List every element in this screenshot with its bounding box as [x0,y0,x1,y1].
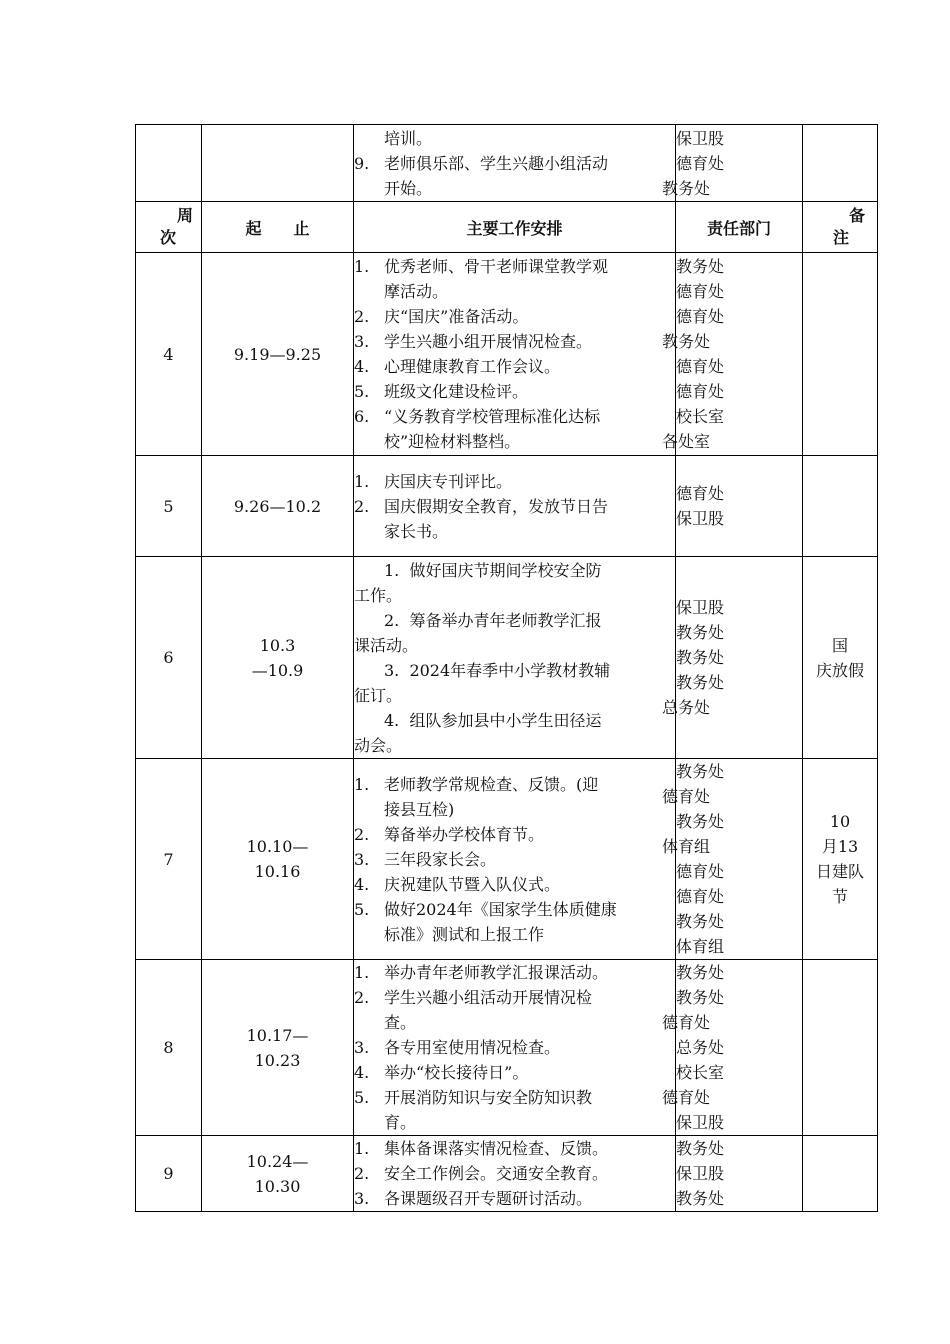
date-cell [202,1136,354,1212]
task-text: 接县互检) [384,799,455,819]
task-text: 举办青年老师教学汇报课活动。 [384,963,609,982]
task-line [354,304,675,329]
date-line: 10.17— [246,1025,309,1045]
dept-name: 总务处 [676,1038,725,1057]
schedule-row [136,1136,878,1212]
dept-name: 保卫股 [676,509,725,528]
dept-cell [662,759,803,960]
date-cell [202,125,354,202]
task-line [354,469,675,494]
dept-cell [676,456,803,557]
date-line: 10.10— [246,837,309,856]
date-line: 9.26—10.2 [233,496,322,516]
task-text: 安全工作例会。交通安全教育。 [384,1164,609,1183]
task-number: 2. [354,307,370,326]
task-line [354,1085,675,1110]
task-number: 3. [354,849,370,869]
task-text: 做好2024年《国家学生体质健康 [384,899,617,919]
header-note [803,202,878,253]
task-line [354,1186,675,1211]
task-number: 6. [354,407,370,426]
task-number: 2. [354,824,370,844]
dept-name: 德育处 [676,887,725,906]
note-line: 日建队 [815,862,864,881]
schedule-row [136,960,878,1136]
task-line [354,494,675,519]
note-cell [803,759,878,960]
dept-cell [662,125,803,202]
task-number: 3. [354,1038,370,1057]
task-number: 1. [354,257,370,276]
dept-name: 校长室 [676,407,725,426]
task-number: 1. [354,1139,370,1158]
task-number-spacer [354,1010,384,1035]
note-cell [803,253,878,456]
continuation-row [136,125,878,202]
task-number-spacer [354,279,384,304]
task-line [354,658,675,683]
task-line [354,733,675,758]
header-note-bottom: 注 [833,228,850,247]
task-text: 庆“国庆”准备活动。 [384,307,529,326]
task-line [354,897,675,922]
task-number: 4. [354,874,370,894]
task-text: 课活动。 [354,635,419,655]
task-line [354,960,675,985]
dept-name: 教务处 [676,988,725,1007]
task-line [354,354,675,379]
task-line [354,1136,675,1161]
task-number: 3. [384,660,400,680]
tasks-cell [354,125,676,202]
note-cell [803,125,878,202]
header-note-top: 备 [848,206,865,225]
dept-name: 德育处 [662,1088,711,1107]
dept-cell [662,253,803,456]
dept-name: 教务处 [676,912,725,931]
week-cell: 5 [136,456,202,557]
task-text: 筹备举办青年老师教学汇报 [409,610,602,630]
dept-name: 体育组 [662,837,711,856]
task-text: 筹备举办学校体育节。 [384,824,545,844]
task-text: 动会。 [354,735,403,755]
task-text: 开展消防知识与安全防知识教 [384,1088,593,1107]
note-cell [803,456,878,557]
task-text: 工作。 [354,585,403,605]
task-line [354,279,675,304]
dept-name: 德育处 [676,307,725,326]
dept-cell [676,1136,803,1212]
date-line: 10.24— [246,1151,309,1171]
date-cell [202,456,354,557]
task-line [354,1161,675,1186]
schedule-row [136,759,878,960]
task-text: 家长书。 [384,521,449,541]
task-text: 班级文化建设检评。 [384,382,529,401]
task-line [354,429,675,454]
dept-name: 教务处 [676,257,725,276]
week-cell: 9 [136,1136,202,1212]
dept-name: 教务处 [676,1139,725,1158]
task-text: 老师教学常规检查、反馈。(迎 [384,774,599,794]
week-cell: 6 [136,557,202,759]
task-number: 4. [384,710,400,730]
task-text: 学生兴趣小组开展情况检查。 [384,332,593,351]
task-line [354,1060,675,1085]
task-number: 5. [354,899,370,919]
note-line: 庆放假 [815,660,864,680]
task-line [354,379,675,404]
task-number: 1. [384,560,400,580]
task-text: 各课题级召开专题研讨活动。 [384,1189,593,1208]
task-line [354,872,675,897]
note-line: 10 [829,812,851,831]
task-text: 各专用室使用情况检查。 [384,1038,561,1057]
task-line [354,633,675,658]
dept-name: 教务处 [676,673,725,692]
task-number: 2. [354,496,370,516]
task-line [354,176,675,201]
dept-name: 总务处 [662,698,711,717]
date-cell [202,253,354,456]
task-line [354,683,675,708]
task-line [354,922,675,947]
task-text: 征订。 [354,685,403,705]
task-text: 校”迎检材料整档。 [384,432,521,451]
task-number: 4. [354,357,370,376]
task-text: 标准》测试和上报工作 [384,924,545,944]
task-number: 2. [384,610,400,630]
dept-name: 德育处 [662,1013,711,1032]
task-text: 三年段家长会。 [384,849,497,869]
task-text: 学生兴趣小组活动开展情况检 [384,988,593,1007]
task-text: 育。 [384,1113,417,1132]
dept-name: 德育处 [662,787,711,806]
tasks-cell [354,557,676,759]
tasks-cell [354,253,676,456]
week-cell [136,125,202,202]
task-text: 2024年春季中小学教材教辅 [409,660,611,680]
dept-name: 教务处 [676,963,725,982]
dept-name: 教务处 [676,623,725,642]
header-tasks: 主要工作安排 [354,202,676,253]
task-number: 2. [354,1164,370,1183]
task-text: 组队参加县中小学生田径运 [409,710,602,730]
task-line [354,772,675,797]
task-text: 开始。 [384,178,433,198]
task-number: 3. [354,332,370,351]
week-cell: 7 [136,759,202,960]
task-number-spacer [354,1110,384,1135]
dept-name: 德育处 [676,484,725,503]
dept-name: 教务处 [676,1189,725,1208]
header-week-bottom: 次 [160,228,177,247]
task-line [354,254,675,279]
note-line: 国 [831,635,848,655]
task-number: 5. [354,382,370,401]
dept-name: 德育处 [676,282,725,301]
tasks-cell [354,1136,676,1212]
date-line: 9.19—9.25 [233,344,322,364]
dept-name: 体育组 [676,937,725,956]
header-dept: 责任部门 [676,202,803,253]
task-number-spacer [354,519,384,544]
dept-cell [662,960,803,1136]
dept-name: 教务处 [676,648,725,667]
task-text: 国庆假期安全教育，发放节日告 [384,496,609,516]
dept-name: 教务处 [676,812,725,831]
task-text: 老师俱乐部、学生兴趣小组活动 [384,153,609,173]
task-text: 举办“校长接待日”。 [384,1063,529,1082]
schedule-row [136,456,878,557]
dept-name: 教务处 [676,762,725,781]
date-line: 10.16 [254,862,301,881]
date-line: 10.23 [254,1050,301,1070]
task-text: 庆祝建队节暨入队仪式。 [384,874,561,894]
task-text: 查。 [384,1013,417,1032]
task-text: “义务教育学校管理标准化达标 [384,407,601,426]
task-line [354,708,675,733]
dept-name: 保卫股 [676,128,725,148]
note-cell [803,557,878,759]
task-text: 优秀老师、骨干老师课堂教学观 [384,257,609,276]
dept-cell [662,557,803,759]
task-number: 4. [354,1063,370,1082]
dept-name: 保卫股 [676,1164,725,1183]
dept-name: 教务处 [662,178,711,198]
task-number: 1. [354,471,370,491]
tasks-cell [354,960,676,1136]
task-line [354,558,675,583]
header-dates: 起 止 [202,202,354,253]
task-number [354,126,384,151]
task-line [354,847,675,872]
date-cell [202,759,354,960]
task-line [354,151,675,176]
schedule-row [136,557,878,759]
task-text: 做好国庆节期间学校安全防 [409,560,602,580]
schedule-row [136,253,878,456]
task-line [354,985,675,1010]
task-number: 1. [354,774,370,794]
task-number: 3. [354,1189,370,1208]
task-text: 心理健康教育工作会议。 [384,357,561,376]
dept-name: 保卫股 [676,598,725,617]
dept-name: 德育处 [676,382,725,401]
week-cell: 4 [136,253,202,456]
task-line [354,329,675,354]
dept-name: 德育处 [676,862,725,881]
dept-name: 德育处 [676,153,725,173]
note-cell [803,960,878,1136]
date-cell [202,960,354,1136]
date-line: 10.30 [254,1176,301,1196]
note-line: 月13 [821,837,859,856]
task-number: 5. [354,1088,370,1107]
task-number: 9. [354,153,370,173]
task-line [354,797,675,822]
date-cell [202,557,354,759]
task-number-spacer [354,429,384,454]
task-text: 培训。 [384,128,433,148]
task-number-spacer [354,176,384,201]
dept-name: 各处室 [662,432,711,451]
note-line: 节 [831,887,848,906]
tasks-cell [354,759,676,960]
task-line [354,608,675,633]
task-line [354,126,675,151]
dept-name: 德育处 [676,357,725,376]
header-row [136,202,878,253]
task-number-spacer [354,797,384,822]
task-line [354,1110,675,1135]
dept-name: 保卫股 [676,1113,725,1132]
date-line: 10.3 [259,635,296,655]
task-line [354,519,675,544]
task-number: 1. [354,963,370,982]
task-text: 集体备课落实情况检查、反馈。 [384,1139,609,1158]
note-cell [803,1136,878,1212]
task-line [354,1010,675,1035]
task-line [354,1035,675,1060]
week-cell: 8 [136,960,202,1136]
date-line: —10.9 [251,660,304,680]
header-week [136,202,202,253]
task-text: 庆国庆专刊评比。 [384,471,513,491]
dept-name: 教务处 [662,332,711,351]
task-text: 摩活动。 [384,282,449,301]
task-number: 2. [354,988,370,1007]
task-line [354,822,675,847]
task-number-spacer [354,922,384,947]
task-line [354,583,675,608]
header-week-top: 周 [176,206,193,225]
task-line [354,404,675,429]
dept-name: 校长室 [676,1063,725,1082]
work-schedule-table [135,124,878,1212]
tasks-cell [354,456,676,557]
